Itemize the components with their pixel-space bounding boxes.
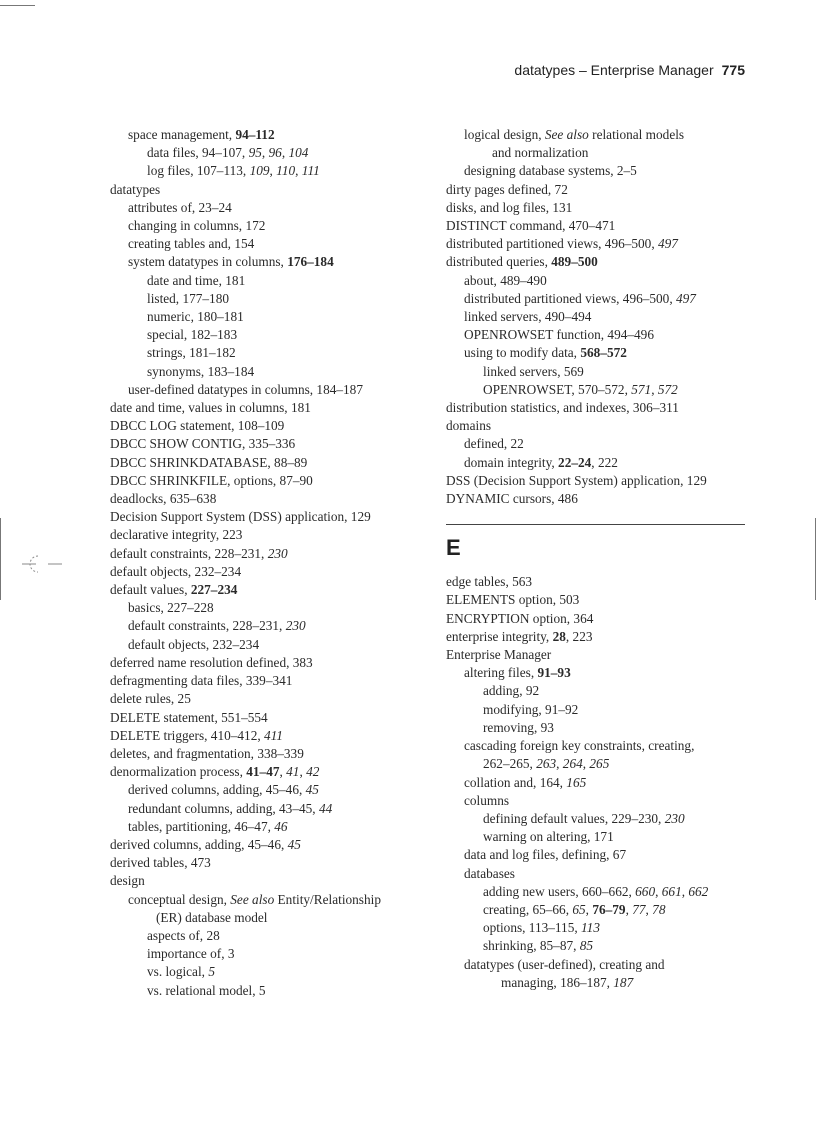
index-text: Enterprise Manager xyxy=(446,647,552,663)
index-page-ref-primary: 76–79 xyxy=(592,901,626,917)
index-text: domain integrity, xyxy=(464,454,559,470)
index-entry xyxy=(110,326,430,344)
index-text: managing, 186–187, xyxy=(501,974,614,990)
index-page-ref-figure: 264 xyxy=(562,756,583,772)
index-text: redundant columns, adding, 43–45, xyxy=(128,800,319,816)
index-page-ref-figure: 41 xyxy=(286,764,300,780)
index-list-d xyxy=(446,126,751,508)
index-page-ref-figure: 110 xyxy=(276,163,296,179)
index-page-ref-figure: 104 xyxy=(288,145,309,161)
index-text: DBCC LOG statement, 108–109 xyxy=(110,418,285,434)
index-text: Decision Support System (DSS) application, 129 xyxy=(110,509,371,525)
index-text: distributed partitioned views, 496–500, xyxy=(464,290,676,306)
index-entry xyxy=(446,901,751,919)
index-text: , xyxy=(281,145,289,161)
index-text: disks, and log files, 131 xyxy=(446,199,573,215)
index-text: denormalization process, xyxy=(110,764,247,780)
index-text: dirty pages defined, 72 xyxy=(446,181,568,197)
index-entry xyxy=(446,610,751,628)
index-text: DBCC SHRINKDATABASE, 88–89 xyxy=(110,454,308,470)
index-page-ref-figure: 165 xyxy=(566,774,587,790)
index-page-ref-figure: 45 xyxy=(287,836,301,852)
index-entry xyxy=(110,872,430,890)
index-page-ref-figure: 42 xyxy=(306,764,320,780)
index-entry xyxy=(446,417,751,435)
index-page-ref-figure: 85 xyxy=(579,938,594,954)
index-text: enterprise integrity, xyxy=(446,628,553,644)
index-text: log files, 107–113, xyxy=(147,163,250,179)
crop-mark-left xyxy=(0,518,1,600)
index-page-ref-figure: 95 xyxy=(248,145,262,161)
index-entry xyxy=(446,435,751,453)
index-text: , xyxy=(681,883,689,899)
index-entry xyxy=(446,217,751,235)
index-page-ref-primary: 489–500 xyxy=(551,254,598,270)
index-text: system datatypes in columns, xyxy=(128,254,288,270)
index-text: , xyxy=(299,764,307,780)
index-text: strings, 181–182 xyxy=(147,345,236,361)
page-number: 775 xyxy=(721,62,745,78)
index-entry xyxy=(110,854,430,872)
index-text: , xyxy=(585,901,593,917)
index-entry xyxy=(446,682,751,700)
index-entry xyxy=(446,399,751,417)
index-page-ref-primary: 22–24 xyxy=(558,454,592,470)
index-page-ref-figure: 265 xyxy=(589,756,610,772)
index-text: creating, 65–66, xyxy=(483,901,573,917)
index-text: delete rules, 25 xyxy=(110,691,191,707)
index-entry xyxy=(446,573,751,591)
index-entry xyxy=(110,472,430,490)
index-page-ref-figure: 113 xyxy=(581,920,600,936)
registration-mark-icon xyxy=(22,552,62,576)
index-text: creating tables and, 154 xyxy=(128,236,255,252)
index-page-ref-figure: 77 xyxy=(632,901,646,917)
index-text: adding, 92 xyxy=(483,683,540,699)
index-text: aspects of, 28 xyxy=(147,927,220,943)
index-page-ref-figure: 109 xyxy=(249,163,270,179)
index-entry xyxy=(446,810,751,828)
section-divider xyxy=(446,524,745,525)
index-text: (ER) database model xyxy=(156,909,268,925)
index-text: collation and, 164, xyxy=(464,774,567,790)
index-entry xyxy=(110,891,430,909)
index-page-ref-primary: 28 xyxy=(552,628,566,644)
index-page-ref-figure: See also xyxy=(544,127,589,142)
index-page-ref-primary: 41–47 xyxy=(246,764,280,780)
index-entry xyxy=(110,381,430,399)
index-text: , xyxy=(645,901,653,917)
index-text: linked servers, 569 xyxy=(483,363,584,379)
index-entry xyxy=(110,709,430,727)
index-page-ref-figure: 187 xyxy=(613,974,634,990)
index-text: OPENROWSET, 570–572, xyxy=(483,381,632,397)
running-head-title: datatypes – Enterprise Manager xyxy=(514,62,714,78)
index-entry xyxy=(110,363,430,381)
index-entry xyxy=(110,927,430,945)
index-entry xyxy=(446,719,751,737)
index-entry xyxy=(110,763,430,781)
index-text: declarative integrity, 223 xyxy=(110,527,243,543)
index-text: Entity/Relationship xyxy=(274,891,381,907)
index-text: listed, 177–180 xyxy=(147,290,229,306)
index-text: logical design, xyxy=(464,127,545,142)
index-entry xyxy=(446,253,751,271)
index-text: and normalization xyxy=(492,145,589,161)
index-text: design xyxy=(110,873,145,889)
index-entry xyxy=(446,774,751,792)
index-entry xyxy=(110,617,430,635)
index-entry xyxy=(110,399,430,417)
index-entry xyxy=(446,883,751,901)
index-text: defragmenting data files, 339–341 xyxy=(110,673,293,689)
index-text: datatypes xyxy=(110,181,161,197)
index-text: defining default values, 229–230, xyxy=(483,810,665,826)
index-page-ref-figure: 96 xyxy=(268,145,282,161)
index-text: ELEMENTS option, 503 xyxy=(446,592,580,608)
index-column-left xyxy=(110,126,430,1000)
index-text: , xyxy=(655,883,662,899)
index-text: using to modify data, xyxy=(464,345,581,361)
index-entry xyxy=(446,919,751,937)
index-text: vs. relational model, 5 xyxy=(147,982,266,998)
index-text: , xyxy=(295,163,302,179)
index-page-ref-figure: 660 xyxy=(635,883,656,899)
index-text: about, 489–490 xyxy=(464,272,547,288)
index-entry xyxy=(110,253,430,271)
index-entry xyxy=(446,591,751,609)
index-entry xyxy=(446,956,751,974)
index-entry xyxy=(110,181,430,199)
index-text: edge tables, 563 xyxy=(446,574,533,590)
index-text: default values, xyxy=(110,582,191,598)
index-text: ENCRYPTION option, 364 xyxy=(446,610,594,626)
index-entry xyxy=(446,235,751,253)
index-text: default objects, 232–234 xyxy=(110,563,242,579)
index-entry xyxy=(446,846,751,864)
index-entry xyxy=(446,144,751,162)
index-text: , xyxy=(651,381,658,397)
index-text: numeric, 180–181 xyxy=(147,309,244,325)
index-entry xyxy=(446,701,751,719)
index-text: synonyms, 183–184 xyxy=(147,363,255,379)
index-text: distributed queries, xyxy=(446,254,552,270)
index-entry xyxy=(110,126,430,144)
index-page-ref-figure: 5 xyxy=(208,964,215,980)
index-text: OPENROWSET function, 494–496 xyxy=(464,327,654,343)
index-entry xyxy=(110,836,430,854)
index-text: columns xyxy=(464,792,510,808)
index-entry xyxy=(110,308,430,326)
index-entry xyxy=(110,636,430,654)
index-entry xyxy=(110,800,430,818)
index-entry xyxy=(110,818,430,836)
index-page-ref-figure: 571 xyxy=(631,381,652,397)
index-text: default constraints, 228–231, xyxy=(110,545,268,561)
index-text: warning on altering, 171 xyxy=(483,829,614,845)
index-text: shrinking, 85–87, xyxy=(483,938,580,954)
index-entry xyxy=(446,363,751,381)
index-text: distribution statistics, and indexes, 306–311 xyxy=(446,400,679,416)
index-text: derived columns, adding, 45–46, xyxy=(110,836,288,852)
index-text: , 222 xyxy=(591,454,618,470)
index-entry xyxy=(110,963,430,981)
index-text: , 223 xyxy=(565,628,593,644)
index-entry xyxy=(110,235,430,253)
index-text: options, 113–115, xyxy=(483,920,582,936)
index-text: derived tables, 473 xyxy=(110,855,211,871)
index-page-ref-figure: 662 xyxy=(688,883,709,899)
index-text: , xyxy=(269,163,277,179)
index-text: date and time, 181 xyxy=(147,272,246,288)
index-text: DBCC SHOW CONTIG, 335–336 xyxy=(110,436,296,452)
index-entry xyxy=(110,599,430,617)
index-entry xyxy=(446,290,751,308)
index-page-ref-primary: 176–184 xyxy=(287,254,334,270)
index-entry xyxy=(446,181,751,199)
index-page-ref-figure: 661 xyxy=(661,883,682,899)
index-text: linked servers, 490–494 xyxy=(464,309,592,325)
index-page-ref-figure: 230 xyxy=(285,618,306,634)
index-page-ref-figure: 111 xyxy=(301,163,320,179)
index-text: modifying, 91–92 xyxy=(483,701,579,717)
index-text: derived columns, adding, 45–46, xyxy=(128,782,306,798)
index-text: altering files, xyxy=(464,665,538,681)
index-text: , xyxy=(556,756,563,772)
index-text: defined, 22 xyxy=(464,436,524,452)
index-entry xyxy=(110,435,430,453)
index-entry xyxy=(446,490,751,508)
index-text: attributes of, 23–24 xyxy=(128,199,232,215)
index-entry xyxy=(446,344,751,362)
index-entry xyxy=(446,865,751,883)
index-entry xyxy=(446,162,751,180)
index-entry xyxy=(446,792,751,810)
index-text: default constraints, 228–231, xyxy=(128,618,286,634)
index-text: tables, partitioning, 46–47, xyxy=(128,818,275,834)
index-text: DELETE triggers, 410–412, xyxy=(110,727,264,743)
index-text: DSS (Decision Support System) application, 129 xyxy=(446,472,707,488)
index-list-e xyxy=(446,573,751,992)
index-entry xyxy=(446,755,751,773)
index-text: space management, xyxy=(128,127,236,142)
index-entry xyxy=(110,454,430,472)
index-entry xyxy=(110,417,430,435)
index-entry xyxy=(110,144,430,162)
index-entry xyxy=(110,727,430,745)
index-entry xyxy=(446,828,751,846)
index-text: removing, 93 xyxy=(483,719,554,735)
index-text: databases xyxy=(464,865,515,881)
index-entry xyxy=(446,326,751,344)
index-page-ref-figure: 497 xyxy=(657,236,678,252)
index-text: default objects, 232–234 xyxy=(128,636,260,652)
index-text: , xyxy=(279,764,287,780)
index-entry xyxy=(110,982,430,1000)
index-text: data files, 94–107, xyxy=(147,145,249,161)
index-entry xyxy=(110,945,430,963)
index-entry xyxy=(446,308,751,326)
crop-mark-top xyxy=(0,5,35,6)
index-text: basics, 227–228 xyxy=(128,600,214,616)
index-page-ref-figure: 230 xyxy=(664,810,685,826)
index-page-ref-primary: 568–572 xyxy=(580,345,627,361)
index-text: changing in columns, 172 xyxy=(128,218,266,234)
index-entry xyxy=(446,381,751,399)
index-entry xyxy=(110,272,430,290)
section-letter-heading: E xyxy=(446,535,461,561)
index-entry xyxy=(110,199,430,217)
index-text: datatypes (user-defined), creating and xyxy=(464,956,665,972)
index-entry xyxy=(446,628,751,646)
index-text: date and time, values in columns, 181 xyxy=(110,400,311,416)
index-text: domains xyxy=(446,418,492,434)
index-text: deferred name resolution defined, 383 xyxy=(110,654,313,670)
index-text: , xyxy=(625,901,633,917)
index-text: , xyxy=(582,756,590,772)
index-text: DISTINCT command, 470–471 xyxy=(446,218,616,234)
index-text: deletes, and fragmentation, 338–339 xyxy=(110,745,304,761)
running-head xyxy=(514,62,745,78)
index-entry xyxy=(110,745,430,763)
index-page-ref-figure: 78 xyxy=(652,901,666,917)
index-text: relational models xyxy=(588,127,685,142)
index-entry xyxy=(110,217,430,235)
index-text: designing database systems, 2–5 xyxy=(464,163,637,179)
index-entry xyxy=(446,472,751,490)
index-text: distributed partitioned views, 496–500, xyxy=(446,236,658,252)
index-page-ref-figure: 263 xyxy=(536,756,557,772)
index-entry xyxy=(110,290,430,308)
index-entry xyxy=(110,508,430,526)
index-entry xyxy=(110,344,430,362)
index-page-ref-figure: 44 xyxy=(318,800,333,816)
index-text: user-defined datatypes in columns, 184–187 xyxy=(128,381,363,397)
index-text: vs. logical, xyxy=(147,964,209,980)
index-text: DELETE statement, 551–554 xyxy=(110,709,268,725)
index-text: conceptual design, xyxy=(128,891,231,907)
index-entry xyxy=(110,581,430,599)
index-entry xyxy=(446,126,751,144)
index-entry xyxy=(446,454,751,472)
index-page-ref-figure: 497 xyxy=(675,290,696,306)
index-entry xyxy=(110,490,430,508)
index-entry xyxy=(110,909,430,927)
index-entry xyxy=(446,646,751,664)
index-entry xyxy=(110,526,430,544)
index-text: adding new users, 660–662, xyxy=(483,883,636,899)
index-page-ref-figure: See also xyxy=(230,891,275,907)
index-text: importance of, 3 xyxy=(147,946,235,962)
index-entry xyxy=(446,272,751,290)
index-entry xyxy=(110,545,430,563)
index-entry xyxy=(110,654,430,672)
index-text: 262–265, xyxy=(483,756,537,772)
index-entry xyxy=(446,974,751,992)
index-entry xyxy=(446,199,751,217)
index-page-ref-figure: 46 xyxy=(274,818,288,834)
index-text: cascading foreign key constraints, creating, xyxy=(464,738,695,754)
index-page-ref-figure: 411 xyxy=(264,727,283,743)
index-entry xyxy=(110,672,430,690)
index-page-ref-figure: 45 xyxy=(305,782,319,798)
index-text: special, 182–183 xyxy=(147,327,238,343)
index-entry xyxy=(110,781,430,799)
index-page-ref-primary: 94–112 xyxy=(235,127,275,142)
index-entry xyxy=(110,563,430,581)
index-entry xyxy=(446,937,751,955)
index-entry xyxy=(110,162,430,180)
index-text: , xyxy=(261,145,269,161)
index-entry xyxy=(446,737,751,755)
index-page-ref-primary: 91–93 xyxy=(537,665,571,681)
index-column-right xyxy=(446,126,751,992)
index-text: data and log files, defining, 67 xyxy=(464,847,627,863)
index-text: deadlocks, 635–638 xyxy=(110,491,217,507)
index-entry xyxy=(110,690,430,708)
index-entry xyxy=(446,664,751,682)
index-page-ref-primary: 227–234 xyxy=(190,582,238,598)
index-text: DYNAMIC cursors, 486 xyxy=(446,491,578,507)
index-page-ref-figure: 230 xyxy=(267,545,288,561)
index-text: DBCC SHRINKFILE, options, 87–90 xyxy=(110,472,313,488)
index-page-ref-figure: 572 xyxy=(657,381,678,397)
index-page-ref-figure: 65 xyxy=(572,901,586,917)
